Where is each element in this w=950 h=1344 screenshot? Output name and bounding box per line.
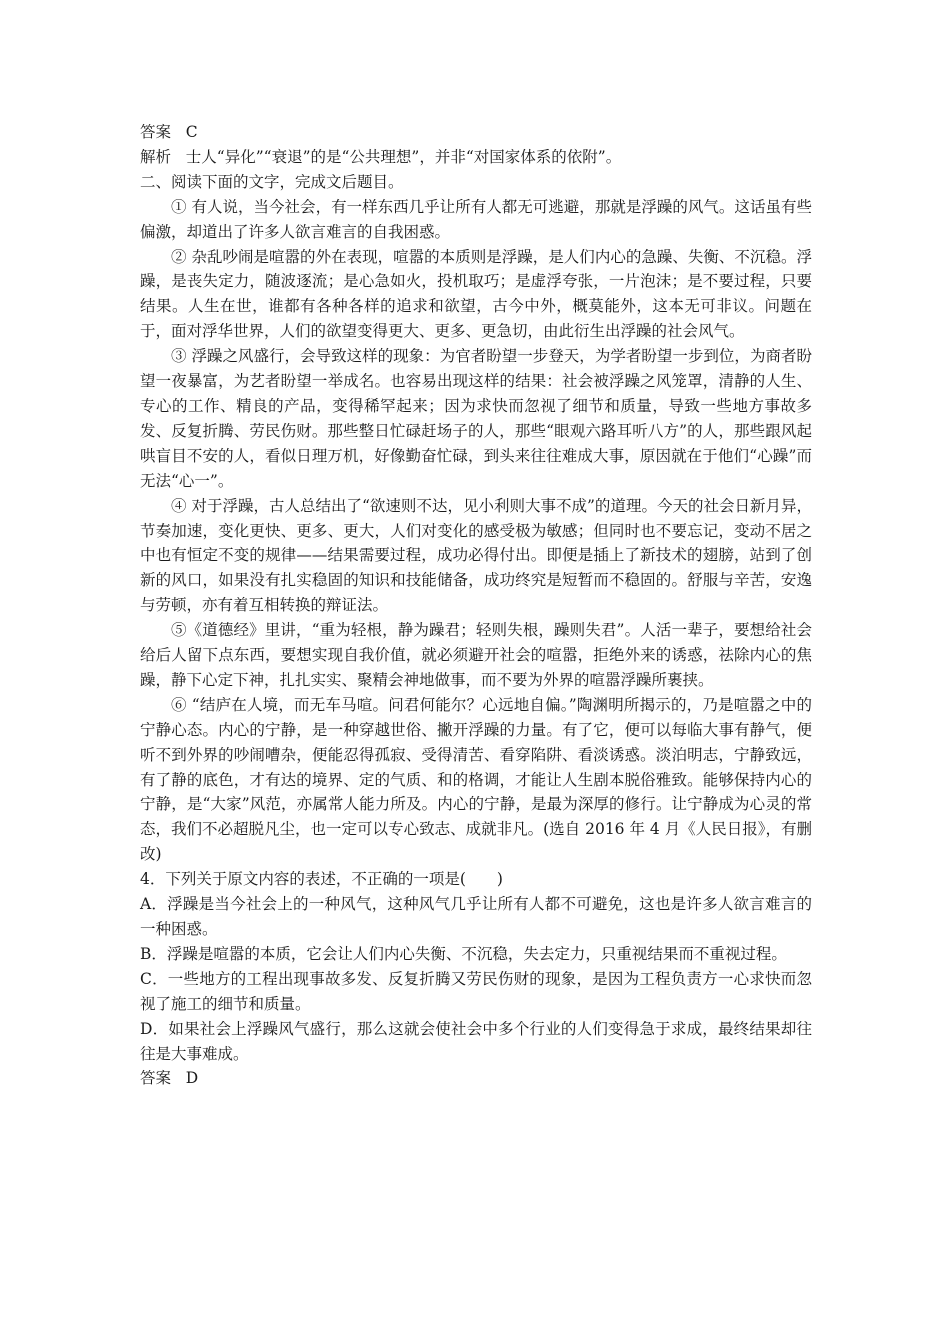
section-title: 二、阅读下面的文字，完成文后题目。 [140,172,404,191]
paragraph-1: ① 有人说，当今社会，有一样东西几乎让所有人都无可逃避，那就是浮躁的风气。这话虽有些偏激，却道出了许多人欲言难言的自我困惑。 [140,197,812,241]
analysis-label: 解析 [140,147,172,166]
question-stem: 4．下列关于原文内容的表述，不正确的一项是( ) [140,870,503,889]
option-d: D．如果社会上浮躁风气盛行，那么这就会使社会中多个行业的人们变得急于求成，最终结果却往往是大事难成。 [140,1019,812,1063]
document-page [140,120,812,1091]
answer-label-2: 答案 [140,1069,172,1088]
analysis-line [140,145,812,170]
option-c: C．一些地方的工程出现事故多发、反复折腾又劳民伤财的现象，是因为工程负责方一心求快而忽视了施工的细节和质量。 [140,969,812,1013]
paragraph-2: ② 杂乱吵闹是喧嚣的外在表现，喧嚣的本质则是浮躁，是人们内心的急躁、失衡、不沉稳。浮躁，是丧失定力，随波逐流；是心急如火，投机取巧；是虚浮夸张，一片泡沫；是不要过程，只要结果。人生在世，谁都有各种各样的追求和欲望，古今中外，概莫能外，这本无可非议。问题在于，面对浮华世界，人们的欲望变得更大、更多、更急切，由此衍生出浮躁的社会风气。 [140,247,812,341]
answer-line-2 [140,1066,812,1091]
paragraph-4: ④ 对于浮躁，古人总结出了“欲速则不达，见小利则大事不成”的道理。今天的社会日新月异，节奏加速，变化更快、更多、更大，人们对变化的感受极为敏感；但同时也不要忘记，变动不居之中也有恒定不变的规律——结果需要过程，成功必得付出。即便是插上了新技术的翅膀，站到了创新的风口，如果没有扎实稳固的知识和技能储备，成功终究是短暂而不稳固的。舒服与辛苦，安逸与劳顿，亦有着互相转换的辩证法。 [140,496,812,615]
analysis-text: 士人“异化”“衰退”的是“公共理想”，并非“对国家体系的依附”。 [185,147,622,166]
answer-value-2: D [185,1069,199,1088]
answer-label: 答案 [140,123,172,141]
option-a: A．浮躁是当今社会上的一种风气，这种风气几乎让所有人都不可避免，这也是许多人欲言难言的一种困惑。 [140,895,812,938]
paragraph-6: ⑥ “结庐在人境，而无车马喧。问君何能尔？心远地自偏。”陶渊明所揭示的，乃是喧嚣之中的宁静心态。内心的宁静，是一种穿越世俗、撇开浮躁的力量。有了它，便可以每临大事有静气，便听不到外界的吵闹嘈杂，便能忍得孤寂、受得清苦、看穿陷阱、看淡诱惑。淡泊明志，宁静致远，有了静的底色，才有达的境界、定的气质、和的格调，才能让人生剧本脱俗雅致。能够保持内心的宁静，是“大家”风范，亦属常人能力所及。内心的宁静，是最为深厚的修行。让宁静成为心灵的常态，我们不必超脱凡尘，也一定可以专心致志、成就非凡。(选自 2016 年 4 月《人民日报》，有删改) [140,695,812,864]
answer-line-1 [140,120,812,145]
option-b: B．浮躁是喧嚣的本质，它会让人们内心失衡、不沉稳，失去定力，只重视结果而不重视过程。 [140,944,787,963]
paragraph-3: ③ 浮躁之风盛行，会导致这样的现象：为官者盼望一步登天，为学者盼望一步到位，为商者盼望一夜暴富，为艺者盼望一举成名。也容易出现这样的结果：社会被浮躁之风笼罩，清静的人生、专心的工作、精良的产品，变得稀罕起来；因为求快而忽视了细节和质量，导致一些地方事故多发、反复折腾、劳民伤财。那些整日忙碌赶场子的人，那些“眼观六路耳听八方”的人，那些跟风起哄盲目不安的人，看似日理万机，好像勤奋忙碌，到头来往往难成大事，原因就在于他们“心躁”而无法“心一”。 [140,347,812,490]
paragraph-5: ⑤《道德经》里讲，“重为轻根，静为躁君；轻则失根，躁则失君”。人活一辈子，要想给社会给后人留下点东西，要想实现自我价值，就必须避开社会的喧嚣，拒绝外来的诱惑，祛除内心的焦躁，静下心定下神，扎扎实实、聚精会神地做事，而不要为外界的喧嚣浮躁所裹挟。 [140,621,812,689]
answer-value: C [185,123,198,141]
